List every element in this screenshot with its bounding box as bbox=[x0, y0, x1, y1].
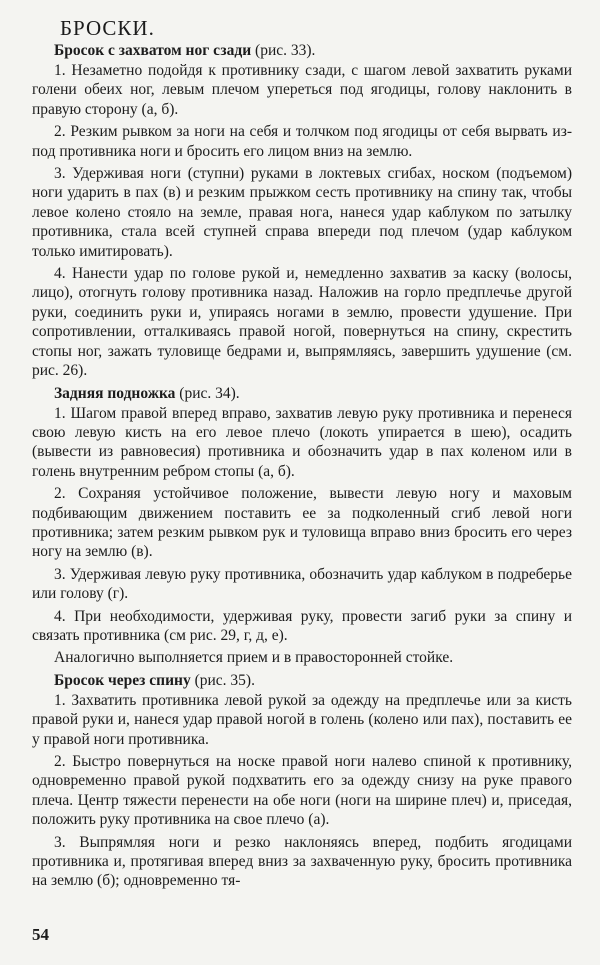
technique-title bbox=[54, 671, 572, 691]
paragraph: Аналогично выполняется прием и в правосторонней стойке. bbox=[54, 649, 454, 667]
paragraph: 3. Удерживая левую руку противника, обозначить удар каблуком в подреберье или голову (г). bbox=[32, 565, 572, 603]
paragraph: 4. Нанести удар по голове рукой и, немедленно захватив за каску (волосы, лицо), отогнуть голову противника назад. Наложив на горло предплечье другой руки, соединить руки и, упираясь ногами в землю, провести удушение. При сопротивлении, отталкиваясь правой ногой, повернуться на спину, скрестить стопы ног, зажать туловище бедрами и, выпрямляясь, завершить удушение (см. рис. 26). bbox=[32, 265, 572, 380]
paragraph: 1. Шагом правой вперед вправо, захватив левую руку противника и перенеся свою левую кисть на его левое плечо (локоть упирается в шею), осадить (вывести из равновесия) противника и обозначить удар в пах коленом или в голень внутренним ребром стопы (а, б). bbox=[32, 404, 572, 480]
paragraph: 2. Сохраняя устойчивое положение, вывести левую ногу и маховым подбивающим движением поставить ее за подколенный сгиб левой ноги противника; затем резким рывком рук и туловища вправо вниз бросить его через ногу на землю (в). bbox=[32, 485, 572, 561]
section-title: БРОСКИ. bbox=[60, 16, 155, 40]
paragraph: 3. Удерживая ноги (ступни) руками в локтевых сгибах, носком (подъемом) ноги ударить в пах (в) и резким прыжком сесть противнику на спину так, чтобы левое колено стояло на земле, правая нога, нанеся удар каблуком по затылку противника, стала всей ступней справа впереди под плечом (удар каблуком только имитировать). bbox=[32, 165, 572, 260]
paragraph: 2. Быстро повернуться на носке правой ноги налево спиной к противнику, одновременно правой рукой подхватить его за одежду снизу на руке правого плеча. Центр тяжести перенести на обе ноги (ноги на ширине плеч) и, приседая, положить руку противника на свое плечо (а). bbox=[32, 753, 572, 829]
paragraph: 4. При необходимости, удерживая руку, провести загиб руки за спину и связать противника (см рис. 29, г, д, е). bbox=[32, 607, 572, 644]
figure-ref: (рис. 35). bbox=[190, 671, 255, 689]
technique-title bbox=[54, 41, 572, 61]
technique-title-text: Задняя подножка bbox=[54, 384, 176, 402]
paragraph: 2. Резким рывком за ноги на себя и толчком под ягодицы от себя вырвать из-под противника ноги и бросить его лицом вниз на землю. bbox=[32, 123, 572, 160]
technique-title-text: Бросок с захватом ног сзади bbox=[54, 42, 252, 59]
technique-title-text: Бросок через спину bbox=[54, 671, 191, 689]
technique-title bbox=[54, 384, 572, 404]
figure-ref: (рис. 34). bbox=[175, 384, 240, 402]
page-number: 54 bbox=[32, 925, 49, 944]
paragraph: 3. Выпрямляя ноги и резко наклоняясь вперед, подбить ягодицами противника и, протягивая вперед вниз за захваченную руку, бросить противника на землю (б); одновременно тя- bbox=[32, 833, 572, 890]
paragraph: 1. Захватить противника левой рукой за одежду на предплечье или за кисть правой руки и, нанеся удар правой ногой в голень (колено или пах), поставить ее у правой ноги противника. bbox=[32, 691, 572, 748]
paragraph: 1. Незаметно подойдя к противнику сзади, с шагом левой захватить руками голени обеих ног, левым плечом упереться под ягодицы, голову наклонить в правую сторону (а, б). bbox=[32, 62, 572, 118]
figure-ref: (рис. 33). bbox=[251, 42, 316, 59]
